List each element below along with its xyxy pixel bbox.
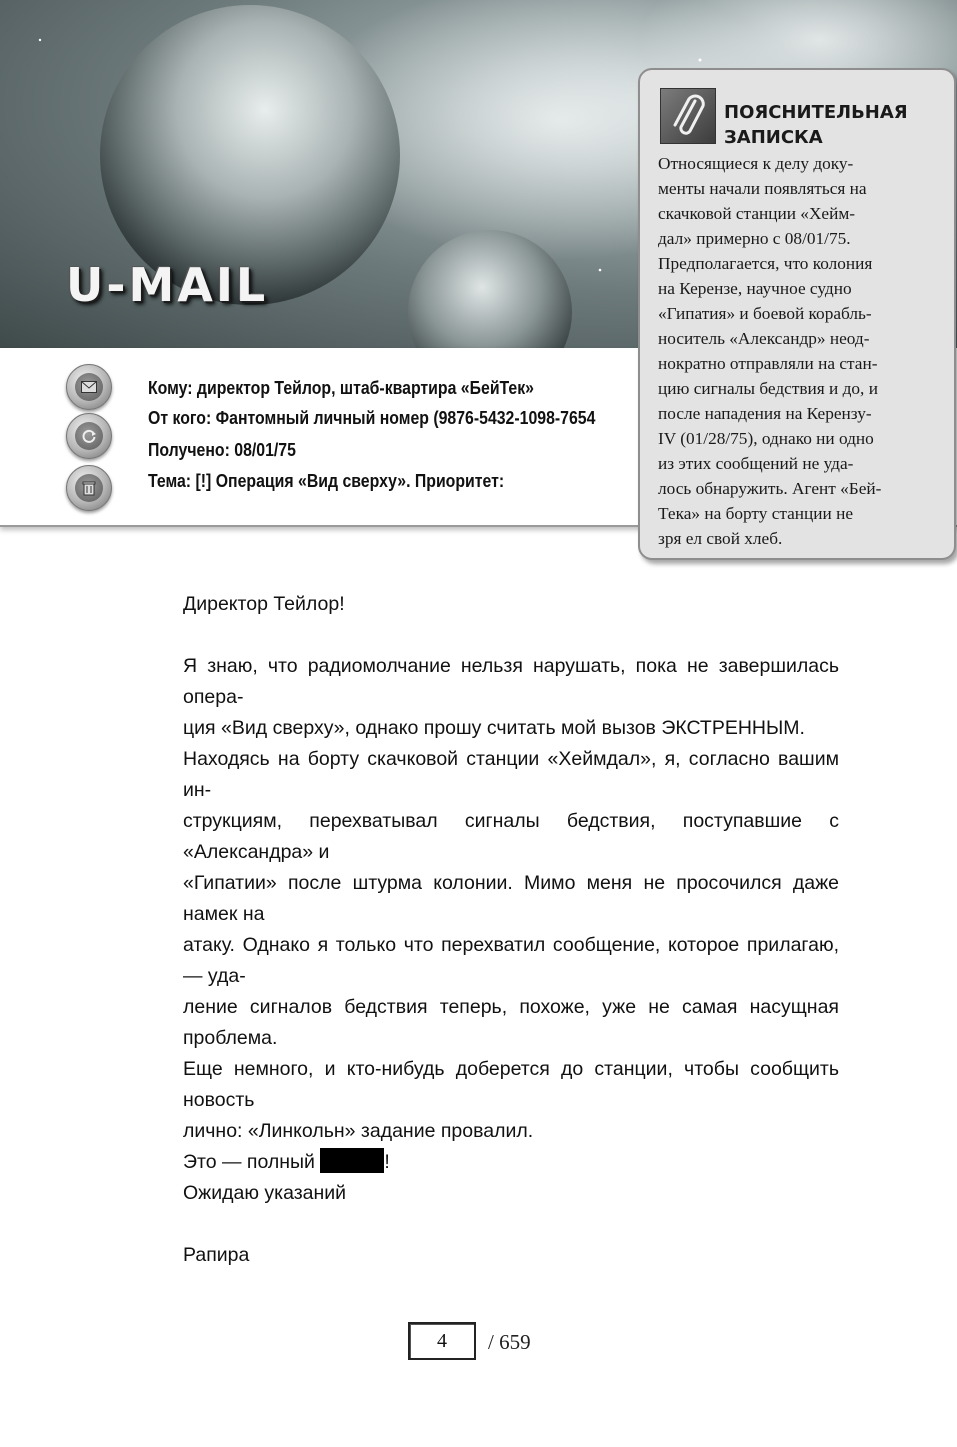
note-body <box>658 151 954 551</box>
redaction-bar <box>320 1148 384 1173</box>
refresh-icon <box>75 422 103 450</box>
letter-line: «Гипатии» после штурма колонии. Мимо меня не просочился даже намек на <box>183 872 839 925</box>
letter-line: Находясь на борту скачковой станции «Хеймдал», я, согласно вашим ин- <box>183 748 839 801</box>
note-line: цию сигналы бедствия и до, и <box>658 379 878 398</box>
note-line: зря ел свой хлеб. <box>658 529 783 548</box>
note-line: лось обнаружить. Агент «Бей- <box>658 479 882 498</box>
umail-logo: U-MAIL <box>66 258 269 312</box>
note-line: менты начали появляться на <box>658 179 867 198</box>
note-line: Тека» на борту станции не <box>658 504 854 523</box>
letter-body <box>183 589 839 1271</box>
letter-text: Это — полный <box>183 1151 321 1173</box>
trash-button[interactable] <box>66 465 112 511</box>
envelope-button[interactable] <box>66 364 112 410</box>
explanatory-note <box>638 68 956 560</box>
subject-line: Тема: [!] Операция «Вид сверху». Приоритет: <box>148 471 505 491</box>
signature: Рапира <box>183 1244 250 1266</box>
received-line: Получено: 08/01/75 <box>148 440 296 460</box>
trash-icon <box>75 474 103 502</box>
letter-line <box>183 1147 839 1178</box>
note-line: Предполагается, что колония <box>658 254 873 273</box>
note-title-line2: ЗАПИСКА <box>724 127 823 148</box>
page-total: / 659 <box>488 1330 531 1354</box>
letter-line: Я знаю, что радиомолчание нельзя нарушать, пока не завершилась опера- <box>183 655 839 708</box>
letter-line: Ожидаю указаний <box>183 1182 347 1204</box>
note-line: из этих сообщений не уда- <box>658 454 854 473</box>
note-line: скачковой станции «Хейм- <box>658 204 856 223</box>
refresh-button[interactable] <box>66 413 112 459</box>
letter-line: лично: «Линкольн» задание провалил. <box>183 1120 534 1142</box>
letter-line: Еще немного, и кто-нибудь доберется до станции, чтобы сообщить новость <box>183 1058 839 1111</box>
letter-line: атаку. Однако я только что перехватил сообщение, которое прилагаю, — уда- <box>183 934 839 987</box>
letter-text: ! <box>384 1151 390 1173</box>
page-number-input[interactable]: 4 <box>408 1322 476 1360</box>
paperclip-icon <box>660 88 716 144</box>
note-title <box>724 100 908 150</box>
note-line: Относящиеся к делу доку- <box>658 154 854 173</box>
letter-line: ление сигналов бедствия теперь, похоже, уже не самая насущная проблема. <box>183 996 839 1049</box>
note-line: после нападения на Керензу- <box>658 404 872 423</box>
note-line: IV (01/28/75), однако ни одно <box>658 429 874 448</box>
envelope-icon <box>75 373 103 401</box>
note-line: нократно отправляли на стан- <box>658 354 878 373</box>
note-title-line1: ПОЯСНИТЕЛЬНАЯ <box>724 102 908 123</box>
note-line: дал» примерно с 08/01/75. <box>658 229 851 248</box>
letter-line: ция «Вид сверху», однако прошу считать мой вызов ЭКСТРЕННЫМ. <box>183 717 805 739</box>
note-line: на Керензе, научное судно <box>658 279 852 298</box>
note-line: носитель «Александр» неод- <box>658 329 870 348</box>
note-line: «Гипатия» и боевой корабль- <box>658 304 872 323</box>
to-line: Кому: директор Тейлор, штаб-квартира «БейТек» <box>148 378 534 398</box>
letter-line: струкциям, перехватывал сигналы бедствия, поступавшие с «Александра» и <box>183 810 839 863</box>
from-line: От кого: Фантомный личный номер (9876-5432-1098-7654 <box>148 408 596 428</box>
greeting: Директор Тейлор! <box>183 593 345 615</box>
